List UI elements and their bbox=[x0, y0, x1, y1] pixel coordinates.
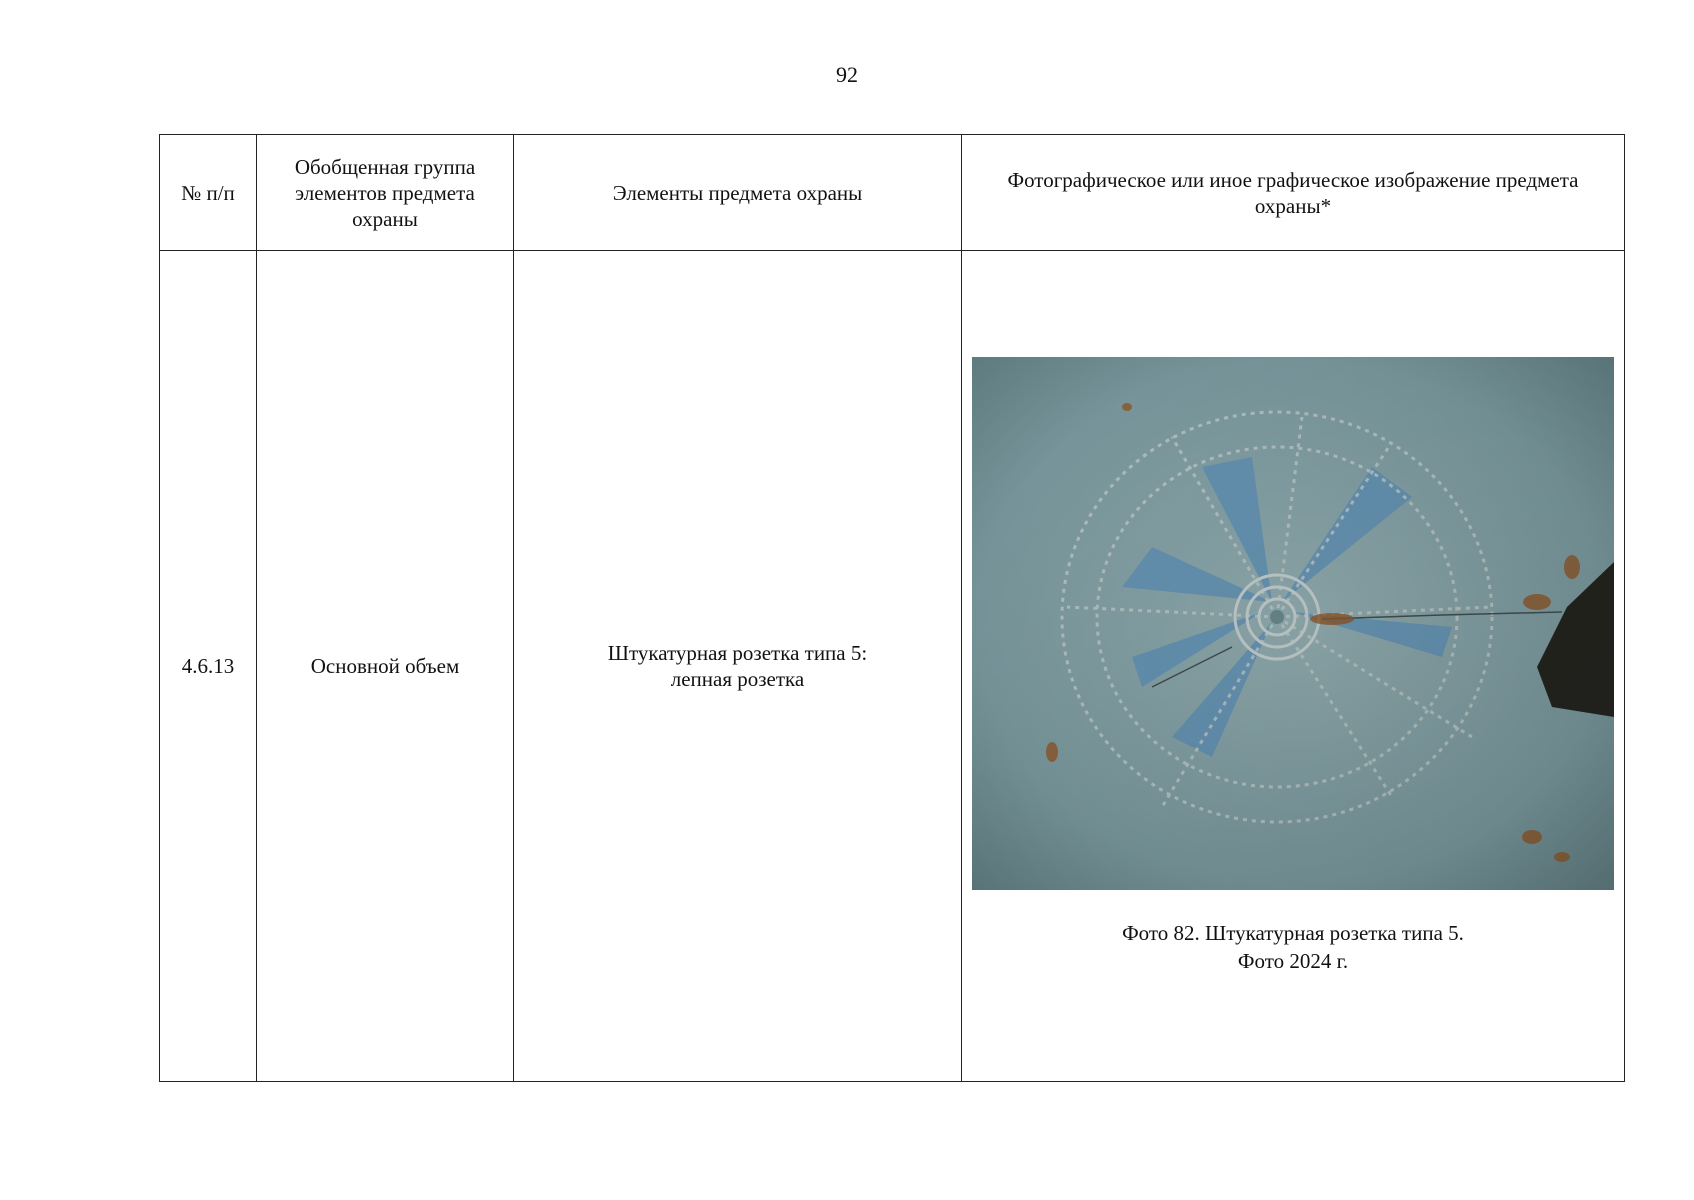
table-row bbox=[160, 251, 1625, 1082]
row-image-cell bbox=[962, 251, 1625, 1082]
photo-caption-line1: Фото 82. Штукатурная розетка типа 5. bbox=[1122, 921, 1464, 945]
row-number: 4.6.13 bbox=[160, 251, 257, 1082]
row-group: Основной объем bbox=[257, 251, 514, 1082]
table-header-row bbox=[160, 135, 1625, 251]
rosette-photo bbox=[972, 357, 1614, 890]
header-number: № п/п bbox=[160, 135, 257, 251]
header-group: Обобщенная группа элементов предмета охраны bbox=[257, 135, 514, 251]
heritage-protection-table bbox=[159, 134, 1625, 1082]
header-elements: Элементы предмета охраны bbox=[514, 135, 962, 251]
photo-caption-line2: Фото 2024 г. bbox=[1237, 949, 1349, 973]
rosette-photo-image bbox=[972, 357, 1614, 890]
row-elements-line1: Штукатурная розетка типа 5: bbox=[607, 641, 868, 665]
photo-caption bbox=[962, 919, 1624, 975]
row-elements-line2: лепная розетка bbox=[670, 667, 805, 691]
row-elements bbox=[514, 251, 962, 1082]
header-image: Фотографическое или иное графическое изображение предмета охраны* bbox=[962, 135, 1625, 251]
page-number: 92 bbox=[836, 62, 858, 87]
